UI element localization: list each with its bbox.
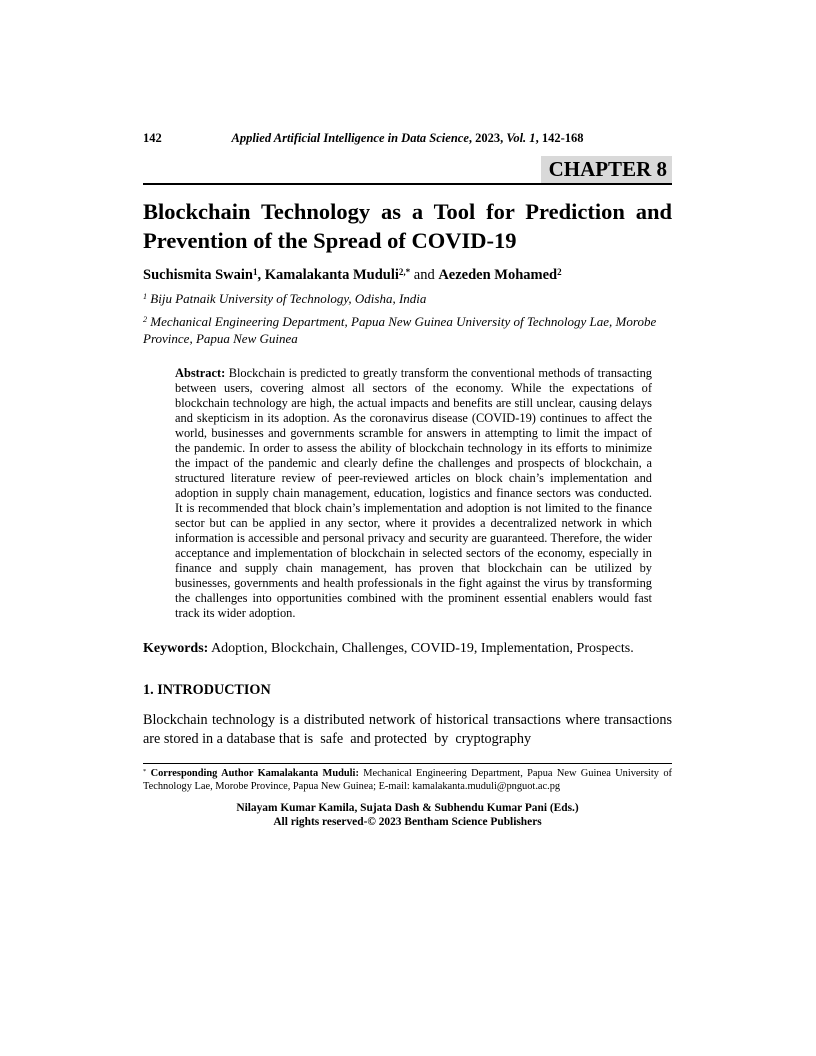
affiliation-2 bbox=[143, 313, 672, 348]
introduction-paragraph: Blockchain technology is a distributed network of historical transactions where transactions are stored in a database that is safe and protected by cryptography bbox=[143, 711, 676, 747]
chapter-label: CHAPTER 8 bbox=[541, 156, 672, 183]
page-header bbox=[143, 131, 672, 148]
abstract-label: Abstract: bbox=[175, 365, 226, 380]
copyright-line: All rights reserved-© 2023 Bentham Science Publishers bbox=[273, 815, 542, 828]
author-name-2: Kamalakanta Muduli bbox=[264, 267, 399, 283]
corresponding-author-footnote bbox=[143, 763, 672, 793]
running-title-year: , 2023, bbox=[468, 131, 507, 145]
running-title-pages: , 142-168 bbox=[535, 131, 584, 145]
footnote-label: Corresponding Author Kamalakanta Muduli: bbox=[150, 767, 359, 779]
chapter-banner-row bbox=[143, 156, 672, 185]
running-title-volume: Vol. 1 bbox=[506, 131, 536, 145]
journal-name: Applied Artificial Intelligence in Data Science bbox=[231, 131, 469, 145]
section-heading-introduction: 1. INTRODUCTION bbox=[143, 681, 271, 698]
editors-line: Nilayam Kumar Kamila, Sujata Dash & Subhendu Kumar Pani (Eds.) bbox=[236, 801, 579, 814]
footnote-text: Mechanical Engineering Department, Papua New Guinea University of Technology Lae, Morobe Province, Papua New Guinea; E-mail: kamalakanta.muduli@pnguot.ac.pg bbox=[143, 767, 672, 792]
chapter-title: Blockchain Technology as a Tool for Prediction and Prevention of the Spread of COVID-19 bbox=[143, 199, 672, 253]
affiliation-1-superscript: 1 bbox=[143, 292, 148, 302]
page-number: 142 bbox=[143, 131, 162, 145]
author-superscript-3: 2 bbox=[557, 266, 562, 277]
author-superscript-1: 1 bbox=[253, 266, 258, 277]
author-separator-1: , bbox=[257, 267, 265, 283]
running-title bbox=[143, 131, 672, 146]
affiliation-1 bbox=[143, 290, 672, 308]
keywords-text: Adoption, Blockchain, Challenges, COVID-19, Implementation, Prospects. bbox=[211, 640, 634, 656]
affiliation-1-text: Biju Patnaik University of Technology, Odisha, India bbox=[147, 291, 427, 306]
affiliation-2-superscript: 2 bbox=[143, 314, 148, 324]
keywords bbox=[143, 639, 672, 659]
author-separator-2: and bbox=[410, 267, 439, 283]
book-footer bbox=[143, 801, 672, 829]
author-superscript-2: 2,* bbox=[398, 266, 411, 277]
authors-line bbox=[143, 266, 672, 284]
abstract-text: Blockchain is predicted to greatly transform the conventional methods of transacting between users, covering almost all sectors of the economy. While the expectations of blockchain technology are high, the actual impacts and benefits are still unclear, causing delays and skepticism in its adoption. As the coronavirus disease (COVID-19) continues to affect the world, businesses and governments scramble for answers in attempting to limit the impact of the pandemic. In order to assess the ability of blockchain technology in its efforts to minimize the impact of the pandemic and clearly define the challenges and prospects of blockchain, a structured literature review of peer-reviewed articles on block chain’s implementation and adoption in supply chain management, education, logistics and finance sectors was conducted. It is recommended that block chain’s implementation and adoption is not limited to the finance sector but can be applied in any sector, where it provides a decentralized network in which information is accessible and personal privacy and security are guaranteed. Therefore, the wider acceptance and implementation of blockchain in selected sectors of the economy, especially in finance and supply chain management, has proven that blockchain can be utilized by businesses, governments and health professionals in the fight against the virus by transforming the challenges into opportunities combined with the prominent essential enablers would fast track its wider adoption. bbox=[175, 365, 652, 620]
affiliation-2-text: Mechanical Engineering Department, Papua New Guinea University of Technology Lae, Morobe Province, Papua New Guinea bbox=[143, 313, 657, 346]
author-name-3: Aezeden Mohamed bbox=[438, 267, 558, 283]
keywords-label: Keywords: bbox=[143, 640, 209, 656]
abstract bbox=[175, 366, 652, 621]
author-name-1: Suchismita Swain bbox=[143, 267, 253, 283]
footnote-marker: * bbox=[143, 767, 147, 775]
